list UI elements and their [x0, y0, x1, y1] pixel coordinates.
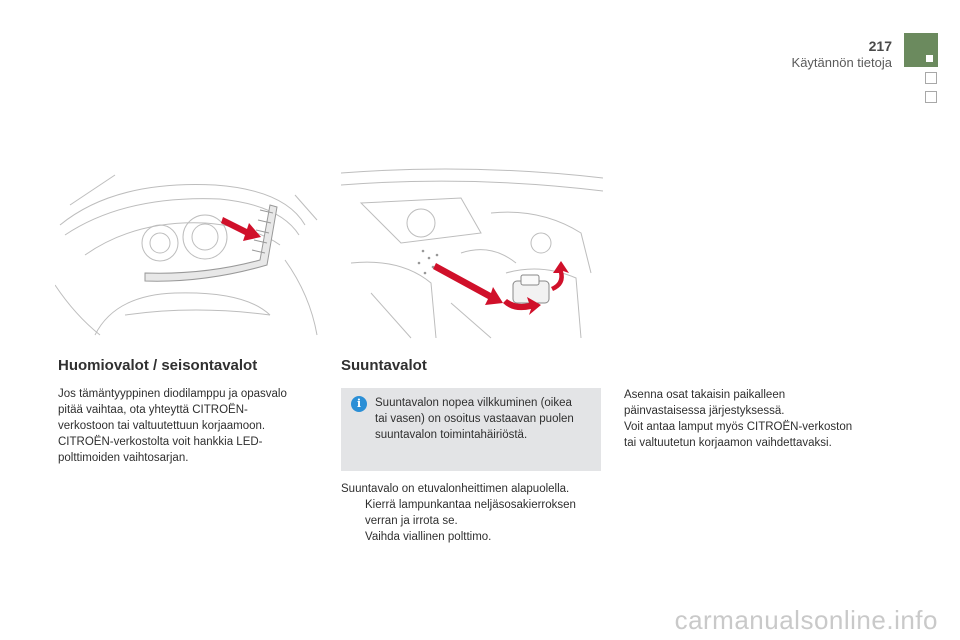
text-line: päinvastaisessa järjestyksessä. — [624, 405, 785, 417]
step-line: verran ja irrota se. — [365, 515, 458, 527]
indicator-intro-text: Suuntavalo on etuvalonheittimen alapuolella. — [341, 483, 570, 495]
step-line: Vaihda viallinen polttimo. — [365, 531, 492, 543]
text-line: Voit antaa lamput myös CITROËN-verkoston — [624, 421, 853, 433]
text-line: CITROËN-verkostolta voit hankkia LED- — [58, 436, 263, 448]
info-icon: i — [351, 396, 367, 412]
text-line: polttimoiden vaihtosarjan. — [58, 452, 189, 464]
section-heading-indicators: Suuntavalot — [341, 357, 427, 374]
section-heading-daytime-lights: Huomiovalot / seisontavalot — [58, 357, 258, 374]
list-item — [341, 497, 603, 529]
tab-marker — [926, 55, 933, 62]
text-line: verkostoon tai valtuutettuun korjaamoon. — [58, 420, 266, 432]
page-number: 217 — [868, 38, 892, 54]
text-line: Suuntavalon nopea vilkkuminen (oikea — [375, 397, 572, 409]
section-tab-empty[interactable] — [925, 91, 937, 103]
text-line: suuntavalon toimintahäiriöstä. — [375, 429, 528, 441]
text-line: tai valtuutetun korjaamon vaihdettavaksi. — [624, 437, 832, 449]
section-tab-active[interactable] — [904, 33, 938, 67]
indicator-bulb-illustration — [341, 163, 603, 341]
notice-text — [375, 395, 595, 443]
list-item — [341, 529, 603, 545]
text-line: tai vasen) on osoitus vastaavan puolen — [375, 413, 574, 425]
section-title: Käytännön tietoja — [791, 55, 892, 70]
section-tab-empty[interactable] — [925, 72, 937, 84]
watermark: carmanualsonline.info — [674, 605, 938, 635]
text-line: Jos tämäntyyppinen diodilamppu ja opasvalo — [58, 388, 287, 400]
daytime-lights-paragraph — [58, 386, 320, 466]
text-line: Asenna osat takaisin paikalleen — [624, 389, 786, 401]
headlamp-led-illustration — [55, 165, 320, 340]
reassembly-paragraph — [624, 387, 894, 451]
info-notice-box — [341, 388, 601, 471]
text-line: pitää vaihtaa, ota yhteyttä CITROËN- — [58, 404, 248, 416]
step-line: Kierrä lampunkantaa neljäsosakierroksen — [365, 499, 576, 511]
instruction-steps — [341, 497, 603, 545]
